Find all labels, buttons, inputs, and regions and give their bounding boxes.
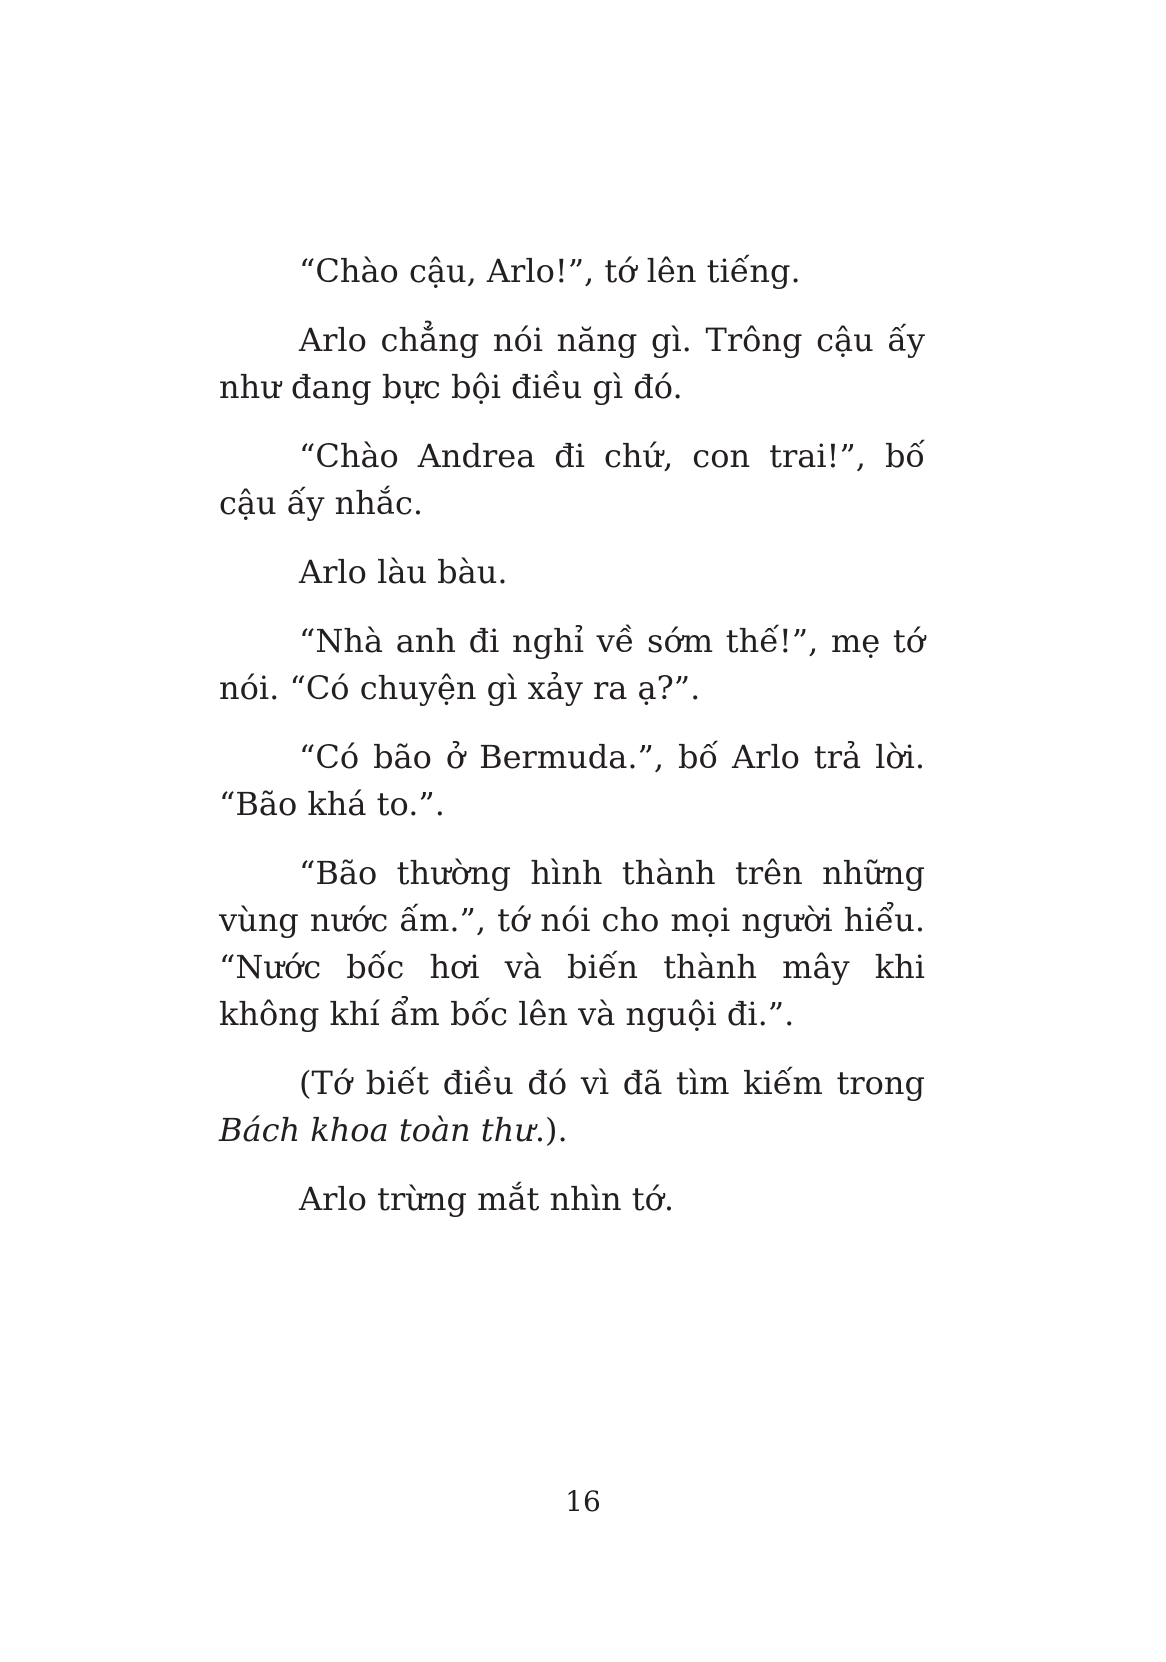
encyclopedia-text-after: .). [534, 1111, 568, 1149]
paragraph-arlo-grumbles: Arlo làu bàu. [299, 553, 508, 591]
paragraph-encyclopedia [219, 1060, 925, 1154]
encyclopedia-text-before: (Tớ biết điều đó vì đã tìm kiếm trong [299, 1064, 925, 1102]
body-text [219, 248, 925, 1223]
paragraph-storm-bermuda: “Có bão ở Bermuda.”, bố Arlo trả lời. “Bão khá to.”. [219, 738, 925, 823]
page-number: 16 [565, 1485, 601, 1518]
paragraph-father-reminder: “Chào Andrea đi chứ, con trai!”, bố cậu ấy nhắc. [219, 437, 925, 522]
paragraph-mother-question: “Nhà anh đi nghỉ về sớm thế!”, mẹ tớ nói. “Có chuyện gì xảy ra ạ?”. [219, 622, 925, 707]
paragraph-arlo-silent: Arlo chẳng nói năng gì. Trông cậu ấy như đang bực bội điều gì đó. [219, 321, 925, 406]
paragraph-storm-explanation: “Bão thường hình thành trên những vùng nước ấm.”, tớ nói cho mọi người hiểu. “Nước bốc hơi và biến thành mây khi không khí ẩm bốc lên và nguội đi.”. [219, 854, 925, 1033]
paragraph-arlo-glare: Arlo trừng mắt nhìn tớ. [299, 1180, 675, 1218]
paragraph-greeting: “Chào cậu, Arlo!”, tớ lên tiếng. [299, 252, 801, 290]
encyclopedia-title: Bách khoa toàn thư [219, 1111, 535, 1149]
